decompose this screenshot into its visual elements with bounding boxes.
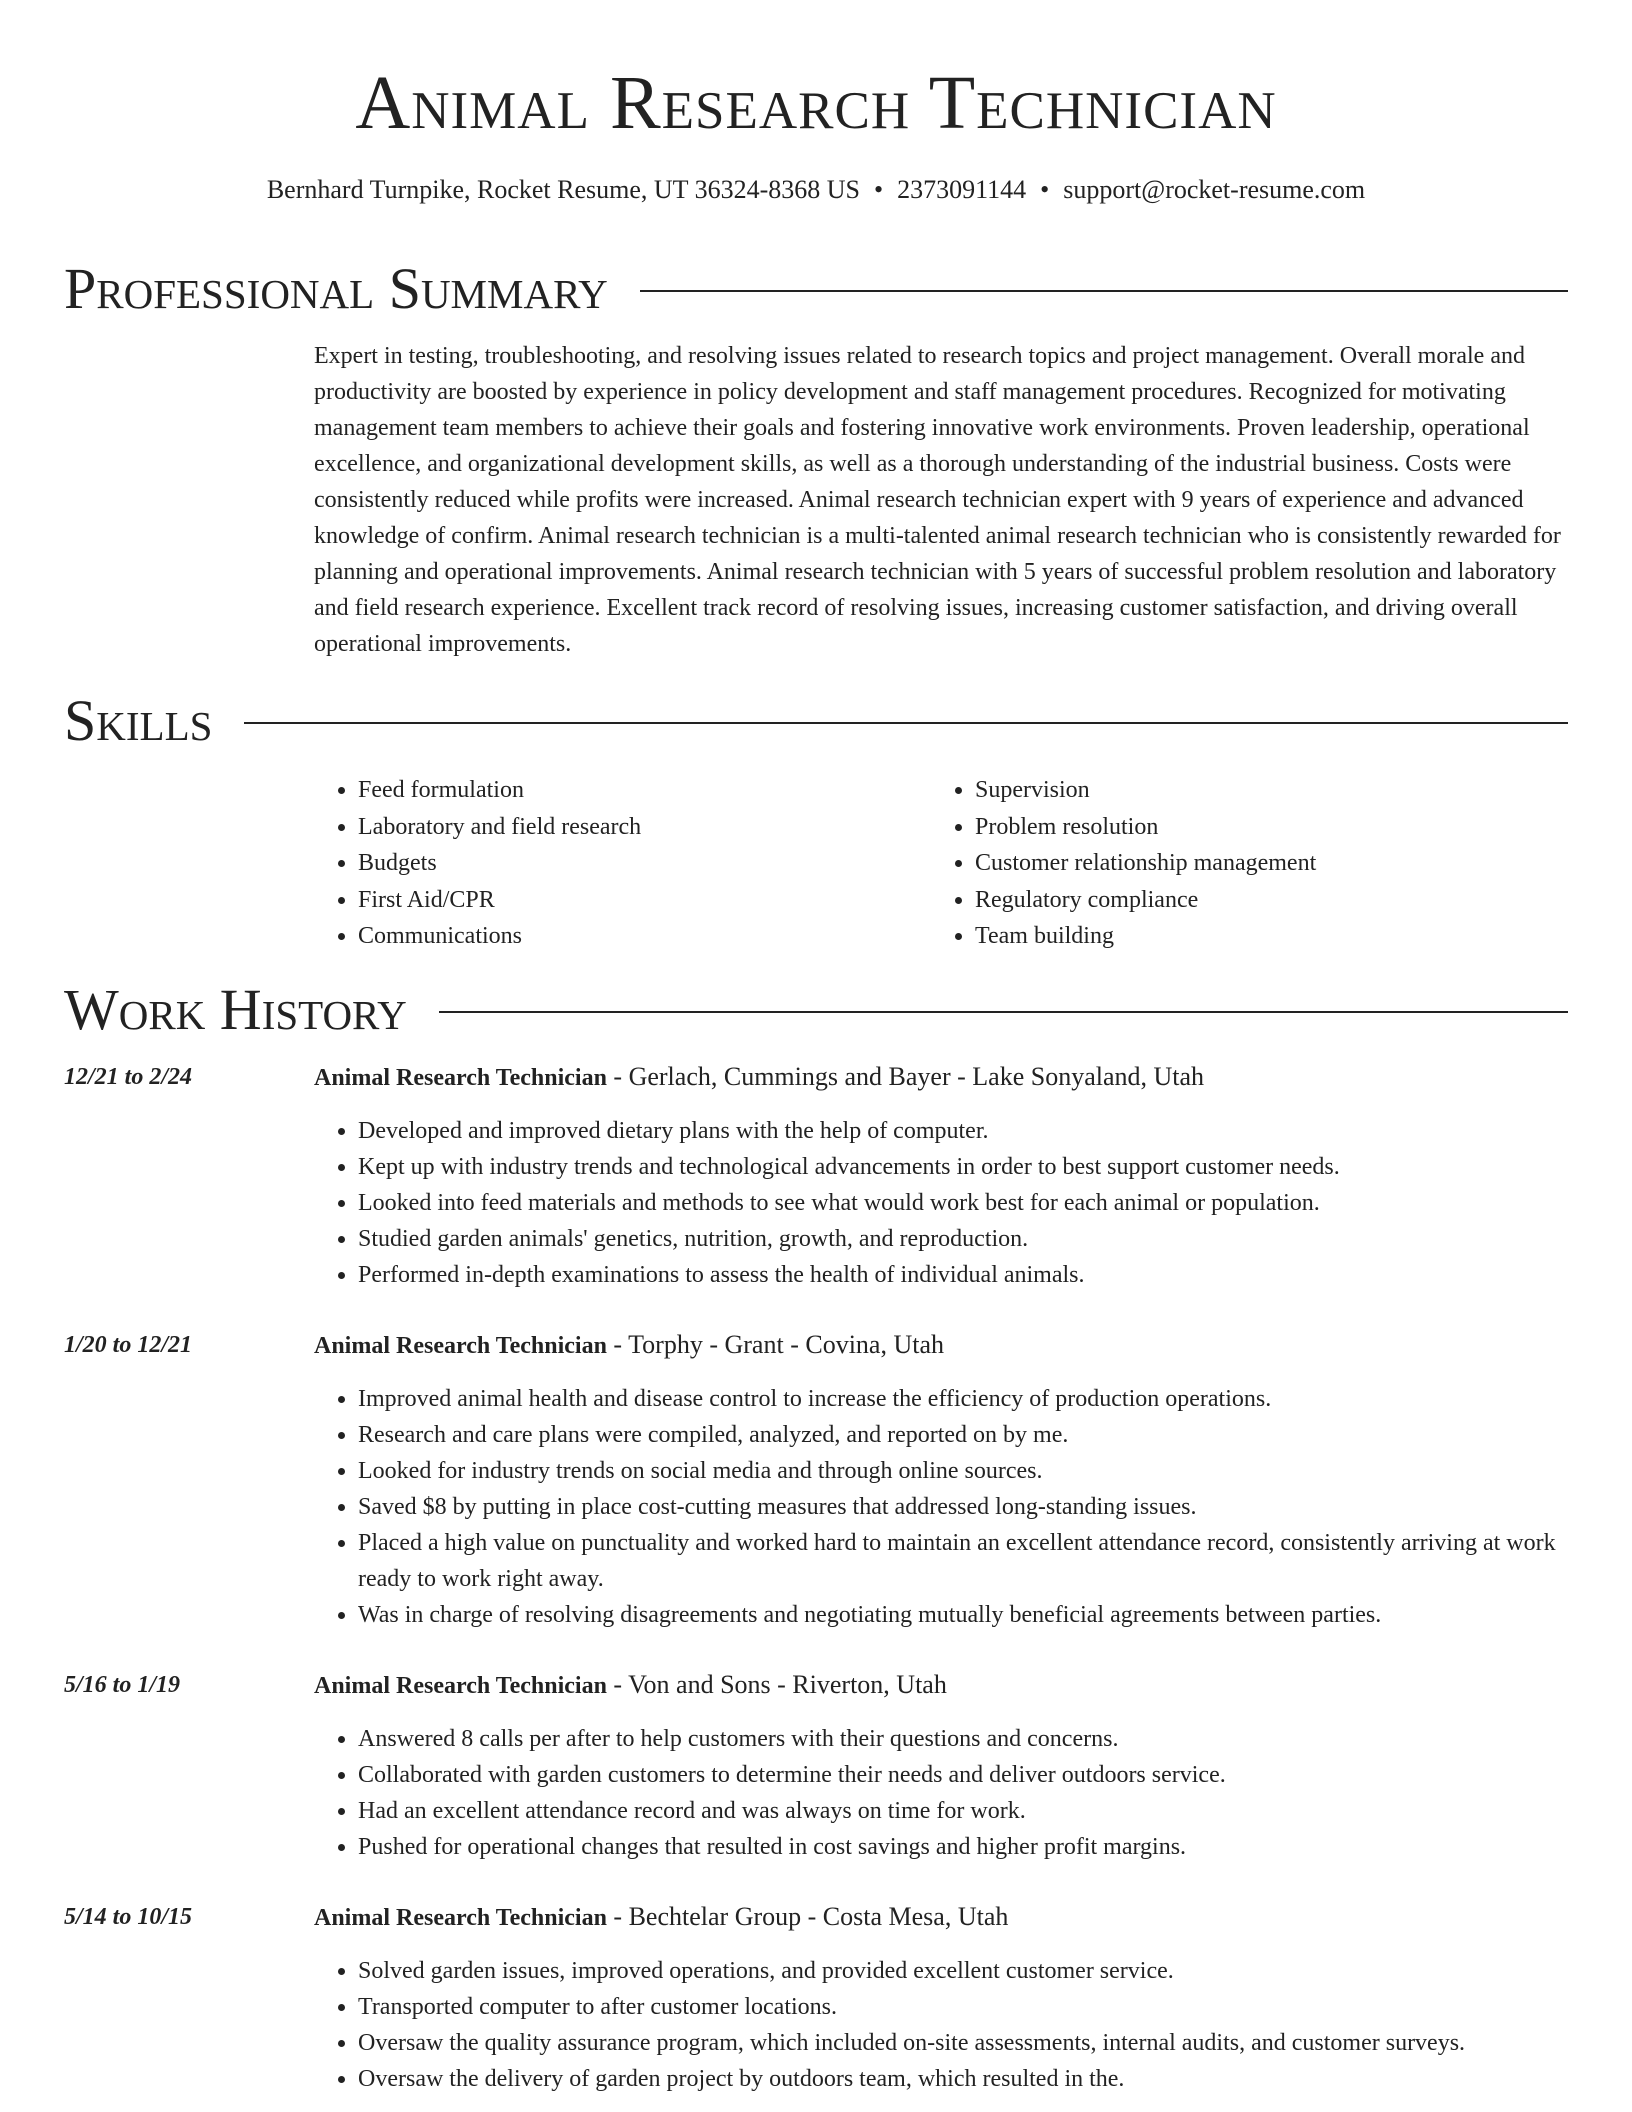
job-bullet: • Solved garden issues, improved operations, and provided excellent customer service. (358, 1953, 1568, 1989)
contact-separator: • (873, 175, 884, 204)
job-title-line (314, 1899, 1568, 1936)
job-bullet: • Oversaw the delivery of garden project by outdoors team, which resulted in the. (358, 2061, 1568, 2097)
job-bullet: • Looked for industry trends on social media and through online sources. (358, 1453, 1568, 1489)
job-bullet: • Studied garden animals' genetics, nutrition, growth, and reproduction. (358, 1221, 1568, 1257)
job-title: Animal Research Technician (314, 1065, 607, 1091)
job-bullet: • Oversaw the quality assurance program, which included on-site assessments, internal audits, and customer surveys. (358, 2025, 1568, 2061)
section-header-summary (64, 258, 1568, 320)
job-bullet: • Collaborated with garden customers to determine their needs and deliver outdoors service. (358, 1757, 1568, 1793)
skill-item: • Feed formulation (358, 772, 931, 809)
contact-email: support@rocket-resume.com (1063, 175, 1366, 204)
skills-column-right (931, 772, 1548, 955)
job-bullet: • Had an excellent attendance record and was always on time for work. (358, 1793, 1568, 1829)
job-bullet: • Looked into feed materials and methods to see what would work best for each animal or population. (358, 1185, 1568, 1221)
skill-item: • Team building (975, 918, 1548, 955)
job-title: Animal Research Technician (314, 1333, 607, 1359)
job-dates: 1/20 to 12/21 (64, 1332, 193, 1358)
section-rule (244, 722, 1568, 724)
job-dates: 12/21 to 2/24 (64, 1064, 193, 1090)
job-bullet: • Placed a high value on punctuality and worked hard to maintain an excellent attendance record, consistently arriving at work ready to work right away. (358, 1525, 1568, 1597)
skills-list (314, 772, 1568, 955)
contact-address: Bernhard Turnpike, Rocket Resume, UT 36324-8368 US (266, 175, 860, 204)
job-title: Animal Research Technician (314, 1673, 607, 1699)
job-title-line (314, 1667, 1568, 1704)
section-title: Skills (64, 688, 213, 753)
job-bullets (314, 1721, 1568, 1865)
job-title: Animal Research Technician (314, 1905, 607, 1931)
skills-column-left (314, 772, 931, 955)
skill-item: • Customer relationship management (975, 845, 1548, 882)
skill-item: • Laboratory and field research (358, 809, 931, 846)
job-company: - Bechtelar Group - Costa Mesa, Utah (606, 1902, 1009, 1931)
job-bullet: • Was in charge of resolving disagreements and negotiating mutually beneficial agreements between parties. (358, 1597, 1568, 1633)
job-bullet: • Research and care plans were compiled, analyzed, and reported on by me. (358, 1417, 1568, 1453)
job-title-line (314, 1059, 1568, 1096)
skill-item: • First Aid/CPR (358, 882, 931, 919)
contact-separator: • (1040, 175, 1050, 204)
job-company: - Gerlach, Cummings and Bayer - Lake Sonyaland, Utah (606, 1062, 1205, 1091)
skill-item: • Communications (358, 918, 931, 955)
job-dates: 5/14 to 10/15 (64, 1904, 193, 1930)
skill-item: • Budgets (358, 845, 931, 882)
section-title: Work History (64, 977, 407, 1042)
job-bullets (314, 1953, 1568, 2097)
summary-text: Expert in testing, troubleshooting, and resolving issues related to research topics and project management. Overall morale and productivity are boosted by experience in policy development and staff management procedures. Recognized for motivating management team members to achieve their goals and fostering innovative work environments. Proven leadership, operational excellence, and organizational development skills, as well as a thorough understanding of the industrial business. Costs were consistently reduced while profits were increased. Animal research technician expert with 9 years of experience and advanced knowledge of confirm. Animal research technician is a multi-talented animal research technician who is consistently rewarded for planning and operational improvements. Animal research technician with 5 years of successful problem resolution and laboratory and field research experience. Excellent track record of resolving issues, increasing customer satisfaction, and driving overall operational improvements. (314, 343, 1561, 657)
job-bullet: • Saved $8 by putting in place cost-cutting measures that addressed long-standing issues. (358, 1489, 1568, 1525)
job-dates: 5/16 to 1/19 (64, 1672, 181, 1698)
job-company: - Von and Sons - Riverton, Utah (606, 1670, 947, 1699)
job-bullet: • Developed and improved dietary plans with the help of computer. (358, 1113, 1568, 1149)
skill-item: • Supervision (975, 772, 1548, 809)
job-title-line (314, 1327, 1568, 1364)
skill-item: • Regulatory compliance (975, 882, 1548, 919)
contact-line (0, 172, 1632, 208)
contact-phone: 2373091144 (897, 175, 1027, 204)
job-bullet: • Answered 8 calls per after to help customers with their questions and concerns. (358, 1721, 1568, 1757)
section-rule (439, 1011, 1568, 1013)
section-header-work (64, 979, 1568, 1041)
job-company: - Torphy - Grant - Covina, Utah (606, 1330, 944, 1359)
section-title: Professional Summary (64, 256, 608, 321)
job-bullets (314, 1113, 1568, 1293)
section-rule (640, 290, 1568, 292)
resume-name: Animal Research Technician (355, 61, 1277, 145)
job-bullet: • Kept up with industry trends and technological advancements in order to best support customer needs. (358, 1149, 1568, 1185)
job-bullet: • Performed in-depth examinations to assess the health of individual animals. (358, 1257, 1568, 1293)
job-bullet: • Improved animal health and disease control to increase the efficiency of production operations. (358, 1381, 1568, 1417)
job-bullets (314, 1381, 1568, 1633)
skill-item: • Problem resolution (975, 809, 1548, 846)
job-bullet: • Pushed for operational changes that resulted in cost savings and higher profit margins. (358, 1829, 1568, 1865)
section-header-skills (64, 690, 1568, 752)
job-bullet: • Transported computer to after customer locations. (358, 1989, 1568, 2025)
